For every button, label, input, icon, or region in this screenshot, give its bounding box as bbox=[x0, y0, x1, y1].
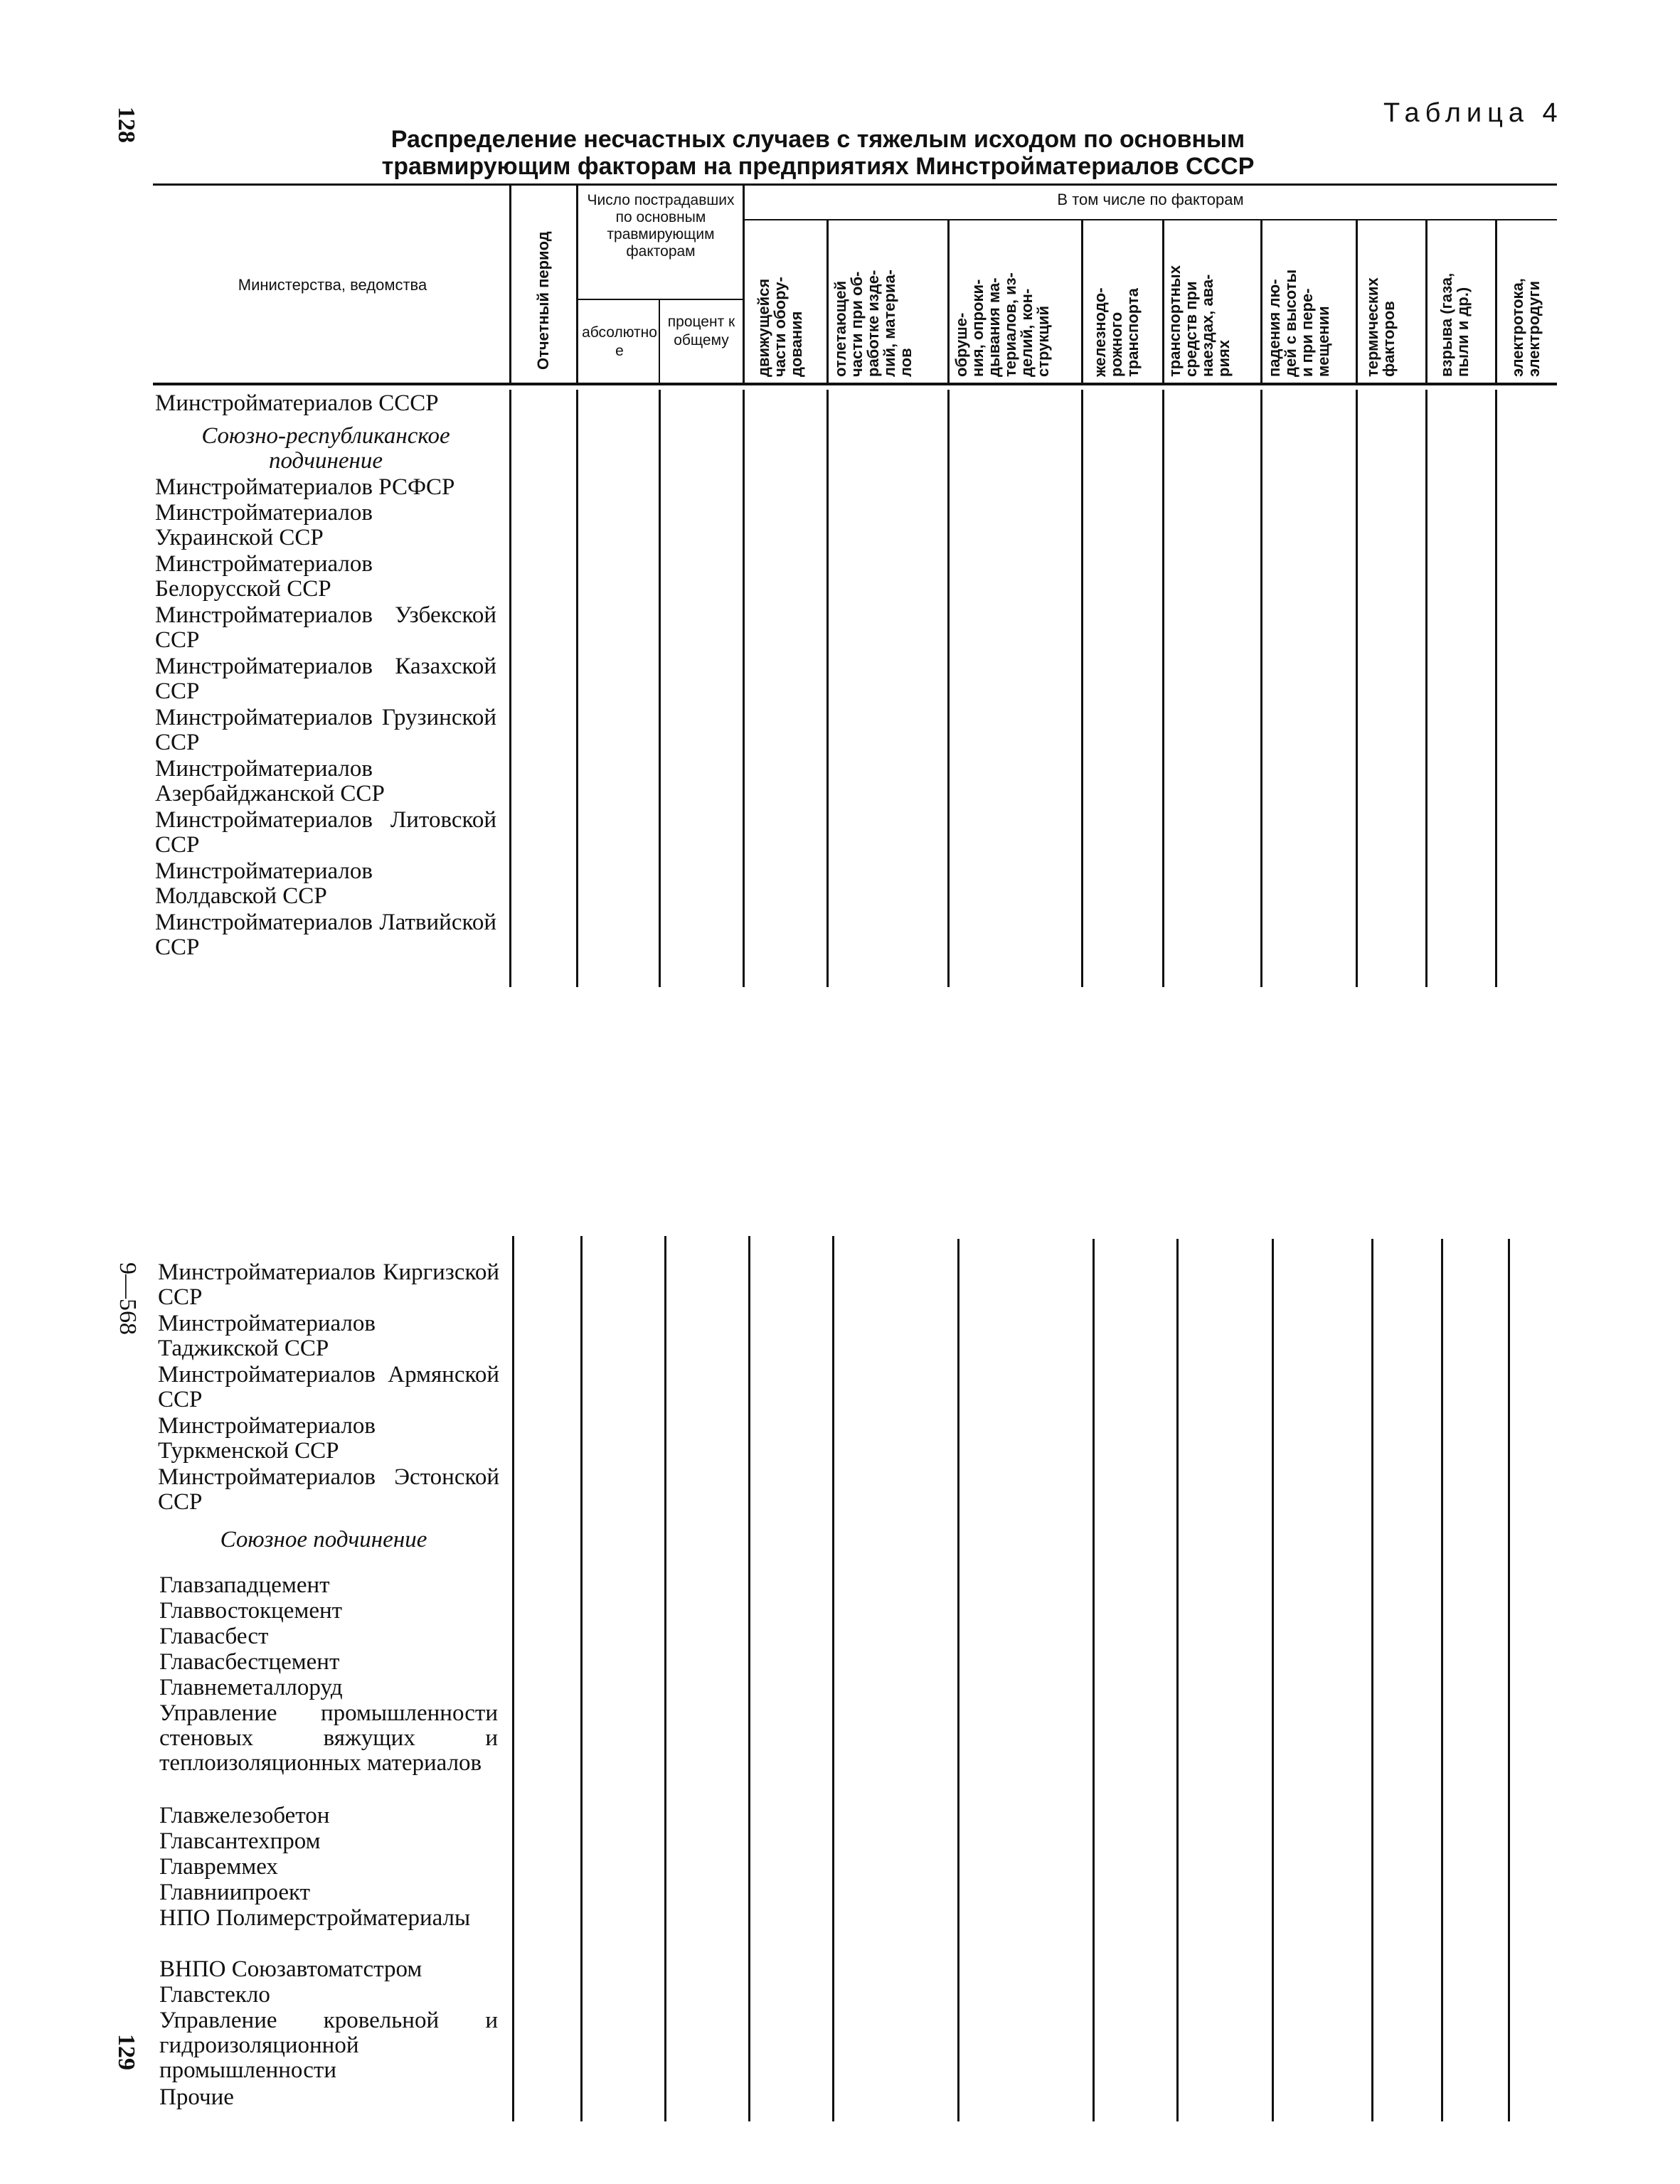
row-uzbek: Минстройматериалов Узбекской ССР bbox=[155, 602, 496, 653]
body-rule bbox=[1441, 1239, 1443, 2121]
row-npo-polimer: НПО Полимерстройматериалы bbox=[159, 1905, 471, 1931]
row-belarus: Минстройматериалов Белорусской ССР bbox=[155, 551, 373, 602]
col-rule bbox=[1495, 219, 1497, 384]
body-rule bbox=[1081, 390, 1083, 987]
row-ministry-ussr: Минстройматериалов СССР bbox=[155, 390, 439, 416]
col-rule bbox=[1260, 219, 1262, 384]
header-victims: Число пострадавших по основным травмирующим факторам bbox=[587, 192, 735, 260]
row-glavremmeh: Главреммех bbox=[159, 1854, 278, 1880]
victims-subrule bbox=[578, 299, 744, 300]
row-glavzapadcement: Главзападцемент bbox=[159, 1572, 330, 1598]
row-kazakh: Минстройматериалов Казахской ССР bbox=[155, 654, 496, 704]
factor-col-2: отлетающей части при об- работке изде- лий, материа- лов bbox=[831, 269, 915, 377]
body-rule bbox=[1272, 1239, 1274, 2121]
factor-col-7: термических факторов bbox=[1363, 277, 1398, 377]
col-rule bbox=[1081, 219, 1083, 384]
factor-col-4: железнодо- рожного транспорта bbox=[1091, 287, 1142, 377]
factor-col-6: падения лю- дей с высоты и при пере- мещении bbox=[1265, 269, 1332, 377]
body-rule bbox=[1495, 390, 1497, 987]
col-rule bbox=[659, 299, 660, 384]
row-ukraine: Минстройматериалов Украинской ССР bbox=[155, 500, 373, 550]
col-rule bbox=[1425, 219, 1428, 384]
body-rule bbox=[1162, 390, 1164, 987]
col-rule bbox=[576, 183, 578, 384]
col-rule bbox=[743, 183, 745, 384]
row-kirghiz: Минстройматериалов Киргизской ССР bbox=[158, 1259, 499, 1310]
body-rule bbox=[1371, 1239, 1373, 2121]
row-vnpo: ВНПО Союзавтоматстром bbox=[159, 1956, 422, 1982]
col-rule bbox=[1162, 219, 1164, 384]
row-glavzhelezobeton: Главжелезобетон bbox=[159, 1803, 330, 1828]
row-glavsteklo: Главстекло bbox=[159, 1982, 270, 2008]
body-rule bbox=[580, 1236, 583, 2121]
row-azerbaijan: Минстройматериалов Азербайджанской ССР bbox=[155, 756, 385, 806]
body-rule bbox=[512, 1236, 514, 2121]
header-bottom-rule bbox=[153, 383, 1557, 385]
factor-col-9: электротока, электродуги bbox=[1509, 278, 1543, 377]
row-glavasbestcement: Главасбестцемент bbox=[159, 1649, 340, 1675]
body-rule bbox=[576, 390, 578, 987]
body-rule bbox=[509, 390, 511, 987]
page-number-bottom: 129 bbox=[113, 2034, 139, 2070]
body-rule bbox=[832, 1236, 834, 2121]
header-absolute: абсолютное bbox=[582, 324, 657, 359]
header-percent: процент к общему bbox=[667, 314, 735, 348]
body-rule bbox=[947, 390, 950, 987]
row-glavasbest: Главасбест bbox=[159, 1624, 269, 1649]
body-rule bbox=[957, 1239, 959, 2121]
row-glavvostokcement: Главвостокцемент bbox=[159, 1598, 343, 1624]
section-union: Союзное подчинение bbox=[220, 1527, 427, 1552]
row-moldova: Минстройматериалов Молдавской ССР bbox=[155, 858, 373, 909]
row-roofing: Управление кровельной и гидроизоляционной промышленности bbox=[159, 2008, 498, 2083]
row-armenia: Минстройматериалов Армянской ССР bbox=[158, 1362, 499, 1412]
header-period: Отчетный период bbox=[534, 231, 552, 370]
header-factors: В том числе по факторам bbox=[1057, 191, 1244, 208]
header-ministry: Министерства, ведомства bbox=[238, 276, 427, 294]
body-rule bbox=[1260, 390, 1262, 987]
factor-col-8: взрыва (газа, пыли и др.) bbox=[1437, 272, 1472, 377]
title-line-2: травмирующим факторам на предприятиях Минстройматериалов СССР bbox=[381, 153, 1255, 180]
col-rule bbox=[947, 219, 950, 384]
body-rule bbox=[1508, 1239, 1510, 2121]
row-wall-binders: Управление промышленности стеновых вяжущих и теплоизоляционных материалов bbox=[159, 1700, 498, 1776]
row-turkmen: Минстройматериалов Туркменской ССР bbox=[158, 1413, 376, 1464]
table-label: Таблица 4 bbox=[1383, 98, 1563, 128]
row-glavniiproekt: Главниипроект bbox=[159, 1880, 311, 1905]
row-latvia: Минстройматериалов Латвийской ССР bbox=[155, 910, 496, 960]
body-rule bbox=[664, 1236, 666, 2121]
col-rule bbox=[509, 183, 511, 384]
factors-subrule bbox=[744, 219, 1557, 220]
page-number-top: 128 bbox=[113, 107, 139, 143]
factor-col-3: обруше- ния, опроки- дывания ма- териалов, из- делий, кон- струкций bbox=[952, 272, 1052, 377]
row-georgia: Минстройматериалов Грузинской ССР bbox=[155, 705, 496, 755]
title-line-1: Распределение несчастных случаев с тяжелым исходом по основным bbox=[390, 126, 1245, 153]
body-rule bbox=[1092, 1239, 1095, 2121]
section-union-republican: Союзно-республиканское подчинение bbox=[201, 423, 450, 474]
row-estonia: Минстройматериалов Эстонской ССР bbox=[158, 1464, 499, 1515]
row-rsfsr: Минстройматериалов РСФСР bbox=[155, 474, 455, 500]
body-rule bbox=[1425, 390, 1428, 987]
body-rule bbox=[1176, 1239, 1179, 2121]
row-other: Прочие bbox=[159, 2084, 234, 2110]
factor-col-5: транспортных средств при наездах, ава- риях bbox=[1166, 265, 1233, 377]
body-rule bbox=[826, 390, 829, 987]
body-rule bbox=[743, 390, 745, 987]
signature-mark: 9—568 bbox=[115, 1262, 141, 1335]
col-rule bbox=[1356, 219, 1358, 384]
body-rule bbox=[748, 1236, 750, 2121]
row-glavsantehprom: Главсантехпром bbox=[159, 1828, 321, 1854]
body-rule bbox=[659, 390, 661, 987]
row-tajik: Минстройматериалов Таджикской ССР bbox=[158, 1311, 376, 1361]
row-glavnemetallorud: Главнеметаллоруд bbox=[159, 1675, 343, 1700]
factor-col-1: движущейся части обору- дования bbox=[755, 277, 805, 377]
header-top-rule bbox=[153, 183, 1557, 186]
body-rule bbox=[1356, 390, 1358, 987]
col-rule bbox=[826, 219, 829, 384]
row-lithuania: Минстройматериалов Литовской ССР bbox=[155, 807, 496, 858]
